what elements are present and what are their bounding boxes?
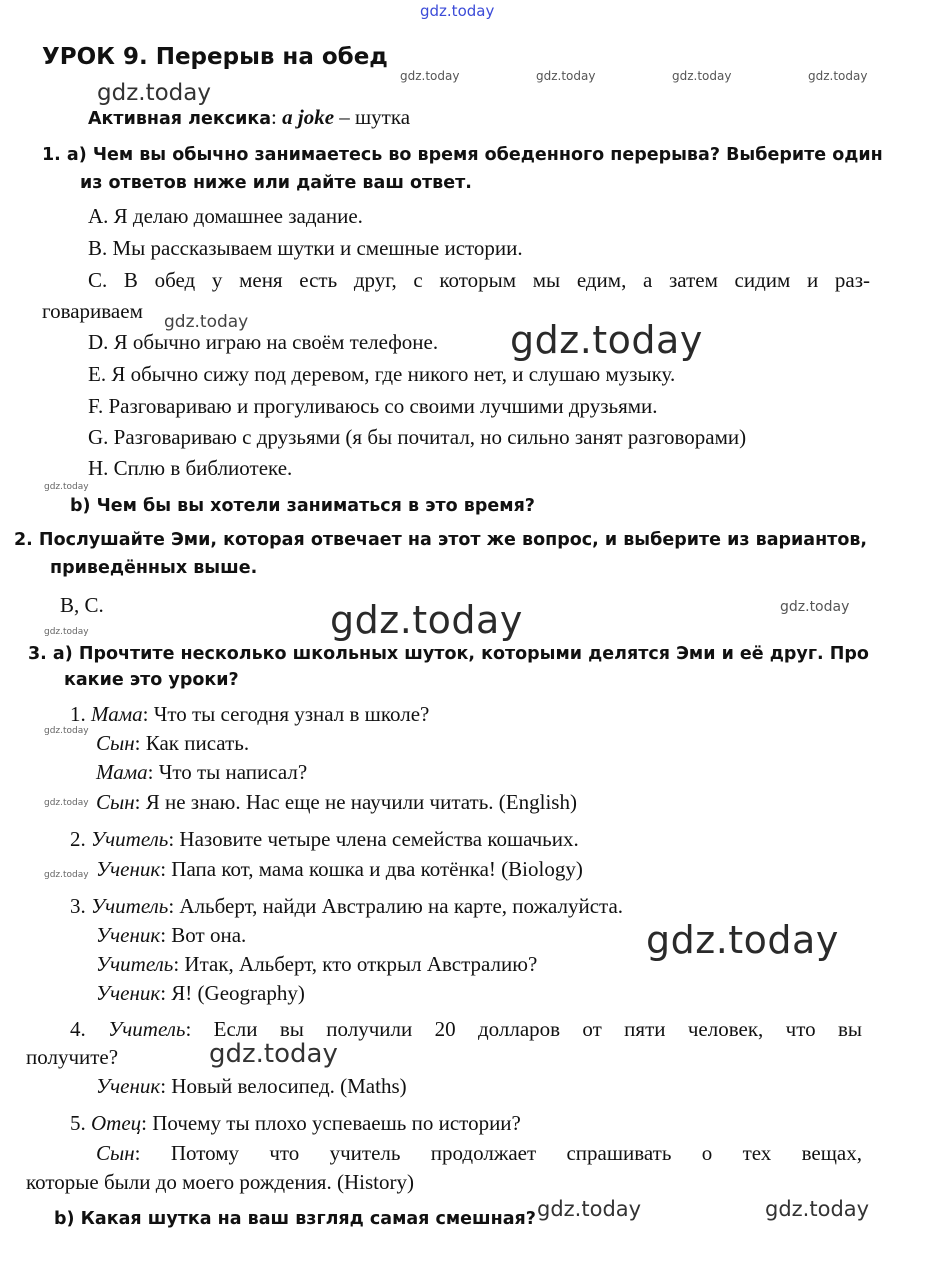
joke-number: 3. xyxy=(70,894,91,918)
line-text: получите? xyxy=(26,1045,119,1069)
joke-5-line xyxy=(70,1110,521,1136)
speaker: Мама xyxy=(96,760,148,784)
vocab-translation: – шутка xyxy=(334,105,411,129)
speaker: Ученик xyxy=(96,857,161,881)
line-text: : Новый велосипед. (Maths) xyxy=(160,1074,407,1098)
option-c-line1: C. В обед у меня есть друг, с которым мы едим, а затем сидим и раз- xyxy=(88,268,870,292)
task1-b: b) Чем бы вы хотели заниматься в это время? xyxy=(70,496,535,516)
joke-4-line xyxy=(26,1044,118,1070)
joke-3-line xyxy=(70,893,623,919)
joke-1-line xyxy=(96,759,307,785)
line-text: : Вот она. xyxy=(160,923,247,947)
watermark: gdz.today xyxy=(44,482,89,492)
watermark: gdz.today xyxy=(44,726,89,736)
vocab-word: a joke xyxy=(282,105,335,129)
speaker: Учитель xyxy=(108,1017,186,1041)
line-text: : Назовите четыре члена семейства кошачьих. xyxy=(168,827,579,851)
watermark: gdz.today xyxy=(44,798,89,808)
speaker: Ученик xyxy=(96,981,161,1005)
task2-line1: 2. Послушайте Эми, которая отвечает на этот же вопрос, и выберите из вариантов, xyxy=(14,530,868,550)
line-text: : Я! (Geography) xyxy=(160,981,305,1005)
joke-1-line xyxy=(70,701,429,727)
option-c-line2: говариваем xyxy=(42,299,143,323)
joke-number: 4. xyxy=(70,1017,109,1041)
task1-question-line1: 1. а) Чем вы обычно занимаетесь во время обеденного перерыва? Выберите один xyxy=(42,145,883,165)
watermark: gdz.today xyxy=(97,80,211,106)
speaker: Учитель xyxy=(96,952,174,976)
option-a: A. Я делаю домашнее задание. xyxy=(88,204,363,228)
task3-question-line2: какие это уроки? xyxy=(64,670,239,690)
option-f: F. Разговариваю и прогуливаюсь со своими лучшими друзьями. xyxy=(88,394,658,418)
task3-b: b) Какая шутка на ваш взгляд самая смешная? xyxy=(54,1209,536,1229)
joke-number: 2. xyxy=(70,827,91,851)
page-title: УРОК 9. Перерыв на обед xyxy=(42,44,388,70)
option-d: D. Я обычно играю на своём телефоне. xyxy=(88,330,439,354)
watermark: gdz.today xyxy=(780,599,850,615)
speaker: Отец xyxy=(91,1111,142,1135)
speaker: Сын xyxy=(96,731,135,755)
joke-1-line xyxy=(96,789,577,815)
line-text: : Я не знаю. Нас еще не научили читать. (English) xyxy=(134,790,577,814)
joke-4-line xyxy=(70,1016,862,1042)
watermark: gdz.today xyxy=(400,69,460,83)
joke-2-line xyxy=(96,856,583,882)
line-text: которые были до моего рождения. (History) xyxy=(26,1170,414,1194)
speaker: Ученик xyxy=(96,1074,161,1098)
joke-number: 1. xyxy=(70,702,91,726)
line-text: : Если вы получили 20 долларов от пяти человек, что вы xyxy=(185,1017,863,1041)
joke-2-line xyxy=(70,826,579,852)
joke-3-line xyxy=(96,980,305,1006)
joke-3-line xyxy=(96,951,537,977)
option-e: E. Я обычно сижу под деревом, где никого нет, и слушаю музыку. xyxy=(88,362,676,386)
watermark: gdz.today xyxy=(537,1197,642,1221)
joke-1-line xyxy=(96,730,249,756)
line-text: : Как писать. xyxy=(134,731,250,755)
task3-question-line1: 3. а) Прочтите несколько школьных шуток, которыми делятся Эми и её друг. Про xyxy=(28,644,869,664)
watermark: gdz.today xyxy=(44,870,89,880)
line-text: : Почему ты плохо успеваешь по истории? xyxy=(141,1111,521,1135)
joke-4-line xyxy=(96,1073,407,1099)
task1-question-line2: из ответов ниже или дайте ваш ответ. xyxy=(80,173,472,193)
option-b: B. Мы рассказываем шутки и смешные истории. xyxy=(88,236,523,260)
speaker: Сын xyxy=(96,790,135,814)
watermark: gdz.today xyxy=(164,312,249,332)
watermark: gdz.today xyxy=(672,69,732,83)
line-text: : Альберт, найди Австралию на карте, пожалуйста. xyxy=(168,894,624,918)
watermark: gdz.today xyxy=(765,1197,870,1221)
line-text: : Папа кот, мама кошка и два котёнка! (Biology) xyxy=(160,857,583,881)
option-g: G. Разговариваю с друзьями (я бы почитал, но сильно занят разговорами) xyxy=(88,425,747,449)
active-vocabulary xyxy=(88,104,410,131)
watermark: gdz.today xyxy=(536,69,596,83)
speaker: Сын xyxy=(96,1141,135,1165)
watermark: gdz.today xyxy=(209,1039,338,1069)
task2-answer: B, C. xyxy=(60,593,104,617)
line-text: : Что ты написал? xyxy=(147,760,308,784)
speaker: Мама xyxy=(91,702,143,726)
option-h: H. Сплю в библиотеке. xyxy=(88,456,293,480)
joke-3-line xyxy=(96,922,246,948)
watermark: gdz.today xyxy=(330,598,523,642)
speaker: Учитель xyxy=(91,894,169,918)
joke-5-line xyxy=(26,1169,414,1195)
vocab-label: Активная лексика xyxy=(88,109,272,129)
watermark: gdz.today xyxy=(646,918,839,962)
line-text: : Что ты сегодня узнал в школе? xyxy=(142,702,430,726)
vocab-separator: : xyxy=(271,105,283,129)
joke-5-line xyxy=(96,1140,862,1166)
watermark: gdz.today xyxy=(420,2,495,20)
speaker: Учитель xyxy=(91,827,169,851)
watermark: gdz.today xyxy=(44,627,89,637)
watermark: gdz.today xyxy=(808,69,868,83)
joke-number: 5. xyxy=(70,1111,91,1135)
watermark: gdz.today xyxy=(510,318,703,362)
task2-line2: приведённых выше. xyxy=(50,558,258,578)
speaker: Ученик xyxy=(96,923,161,947)
line-text: : Итак, Альберт, кто открыл Австралию? xyxy=(173,952,538,976)
line-text: : Потому что учитель продолжает спрашивать о тех вещах, xyxy=(134,1141,862,1165)
